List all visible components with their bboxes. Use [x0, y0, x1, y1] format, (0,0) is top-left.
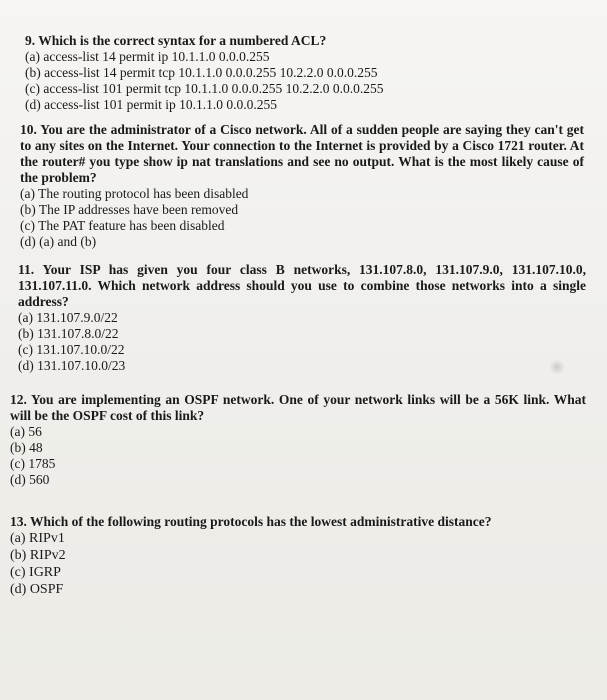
answer-options: [25, 49, 585, 113]
option-b: (b) 131.107.8.0/22: [18, 326, 119, 341]
question-13: [10, 514, 586, 598]
question-number: 13.: [10, 514, 27, 529]
answer-options: [10, 424, 586, 488]
question-text: Your ISP has given you four class B networks, 131.107.8.0, 131.107.9.0, 131.107.10.0, 131.107.11.0. Which network address should you use to combine those networks into a single address?: [18, 262, 586, 309]
question-9: [25, 33, 585, 113]
option-c: (c) 1785: [10, 456, 56, 471]
option-a: (a) 131.107.9.0/22: [18, 310, 118, 325]
option-c: (c) 131.107.10.0/22: [18, 342, 125, 357]
question-text: You are implementing an OSPF network. One of your network links will be a 56K link. What will be the OSPF cost of this link?: [10, 392, 586, 423]
option-d: (d) 131.107.10.0/23: [18, 358, 126, 373]
option-d: (d) access-list 101 permit ip 10.1.1.0 0.0.0.255: [25, 97, 277, 112]
option-a: (a) access-list 14 permit ip 10.1.1.0 0.0.0.255: [25, 49, 270, 64]
question-stem: [20, 122, 584, 186]
question-stem: [10, 392, 586, 424]
question-text: You are the administrator of a Cisco network. All of a sudden people are saying they can't get to any sites on the Internet. Your connection to the Internet is provided by a Cisco 1721 router. At the router# you type show ip nat translations and see no output. What is the most likely cause of the problem?: [20, 122, 585, 185]
answer-options: [10, 530, 586, 598]
question-number: 12.: [10, 392, 27, 407]
question-stem: [18, 262, 586, 310]
option-b: (b) 48: [10, 440, 43, 455]
option-c: (c) IGRP: [10, 565, 61, 580]
question-11: [18, 262, 586, 374]
question-number: 9.: [25, 33, 36, 48]
option-c: (c) The PAT feature has been disabled: [20, 218, 225, 233]
option-b: (b) RIPv2: [10, 548, 66, 563]
paper-smudge: [548, 360, 566, 374]
question-10: [20, 122, 584, 250]
question-text: Which of the following routing protocols has the lowest administrative distance?: [30, 514, 492, 529]
option-d: (d) 560: [10, 472, 50, 487]
option-b: (b) The IP addresses have been removed: [20, 202, 239, 217]
answer-options: [20, 186, 584, 250]
answer-options: [18, 310, 586, 374]
question-12: [10, 392, 586, 488]
option-d: (d) OSPF: [10, 582, 64, 597]
question-number: 10.: [20, 122, 37, 137]
option-b: (b) access-list 14 permit tcp 10.1.1.0 0.0.0.255 10.2.2.0 0.0.0.255: [25, 65, 378, 80]
question-number: 11.: [18, 262, 35, 277]
option-d: (d) (a) and (b): [20, 234, 97, 249]
question-stem: [25, 33, 585, 49]
option-c: (c) access-list 101 permit tcp 10.1.1.0 0.0.0.255 10.2.2.0 0.0.0.255: [25, 81, 384, 96]
question-text: Which is the correct syntax for a numbered ACL?: [38, 33, 327, 48]
option-a: (a) The routing protocol has been disabled: [20, 186, 249, 201]
option-a: (a) 56: [10, 424, 42, 439]
option-a: (a) RIPv1: [10, 531, 65, 546]
question-stem: [10, 514, 586, 530]
